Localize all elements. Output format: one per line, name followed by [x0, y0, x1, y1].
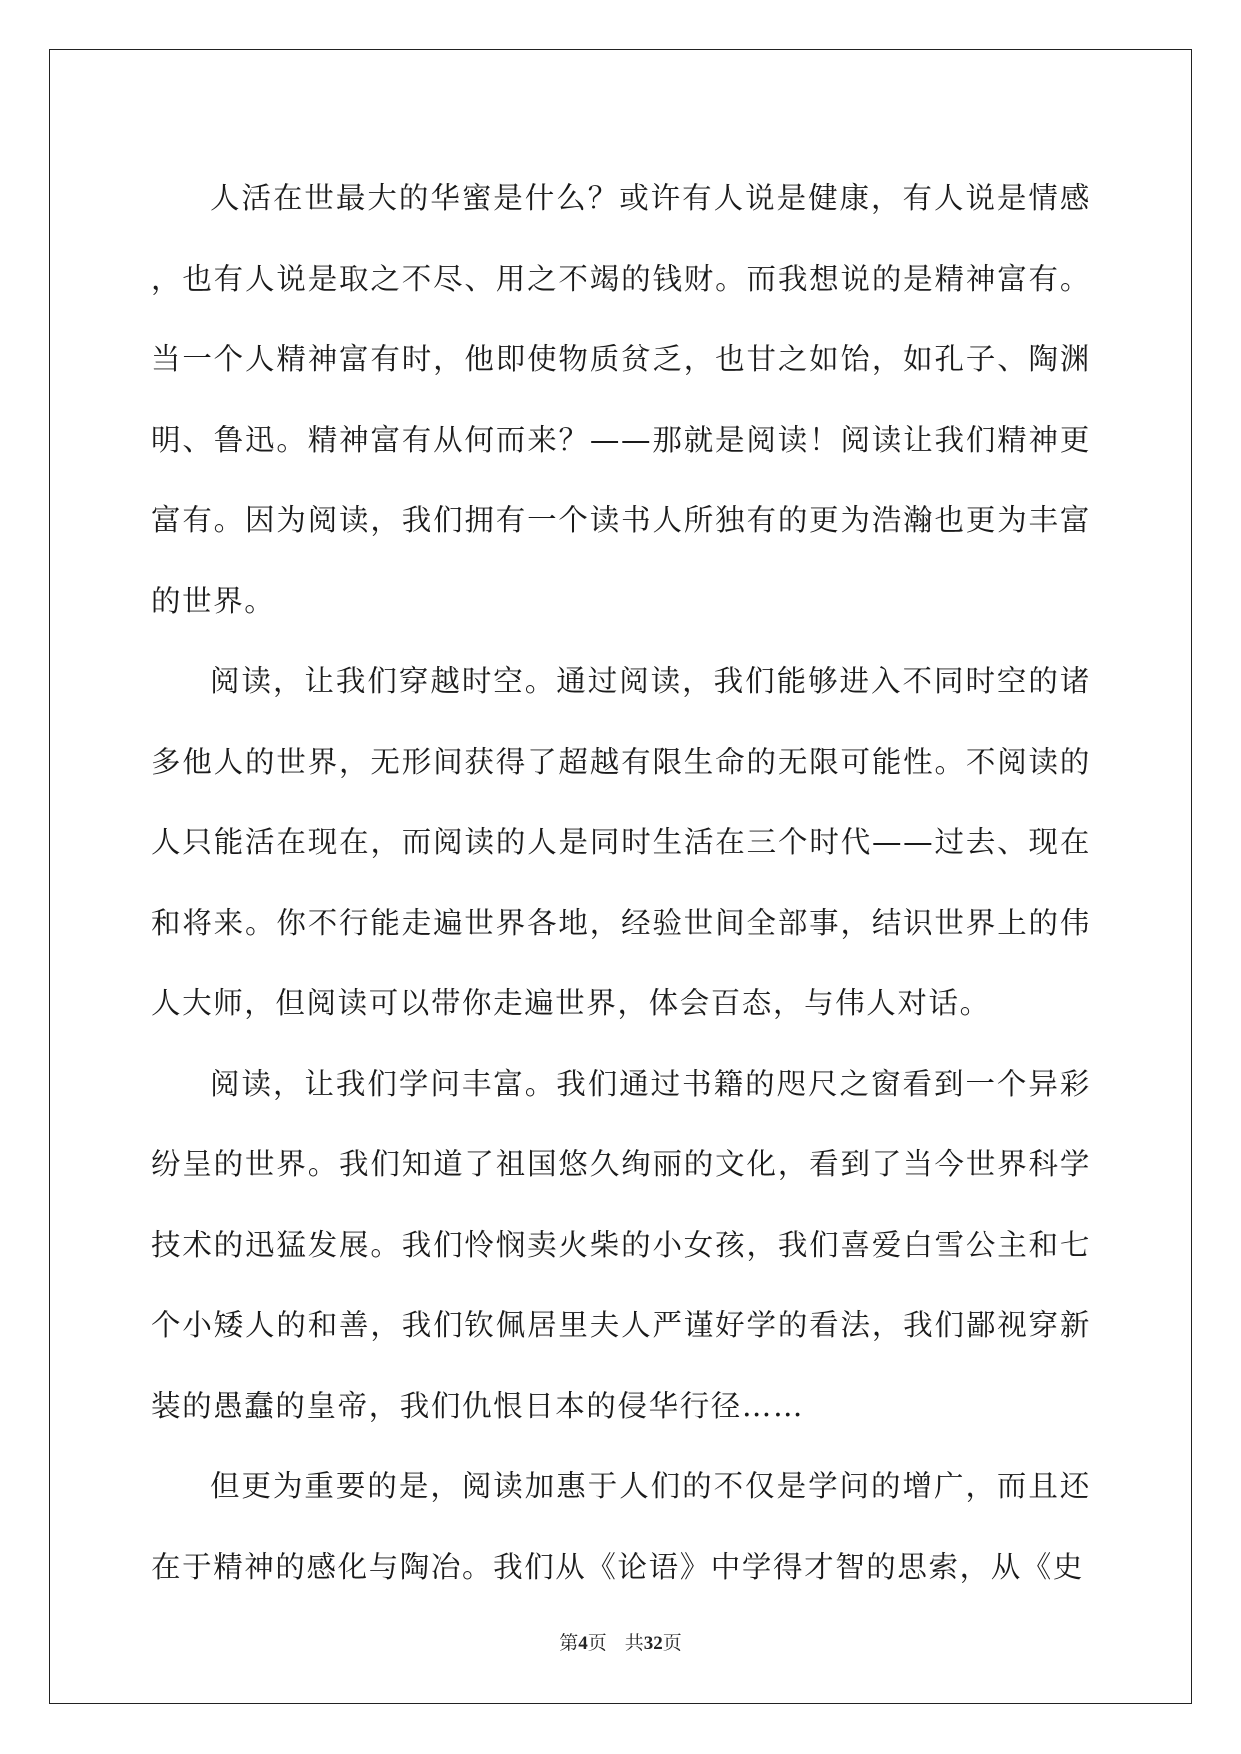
- page-suffix: 页: [587, 1632, 607, 1654]
- paragraph-2: 阅读，让我们穿越时空。通过阅读，我们能够进入不同时空的诸多他人的世界，无形间获得了超越有限生命的无限可能性。不阅读的人只能活在现在，而阅读的人是同时生活在三个时代——过去、现在和将来。你不行能走遍世界各地，经验世间全部事，结识世界上的伟人大师，但阅读可以带你走遍世界，体会百态，与伟人对话。: [151, 664, 1091, 1020]
- paragraph-1: 人活在世最大的华蜜是什么？或许有人说是健康，有人说是情感，也有人说是取之不尽、用之不竭的钱财。而我想说的是精神富有。当一个人精神富有时，他即使物质贫乏，也甘之如饴，如孔子、陶渊明、鲁迅。精神富有从何而来？——那就是阅读！阅读让我们精神更富有。因为阅读，我们拥有一个读书人所独有的更为浩瀚也更为丰富的世界。: [151, 181, 1091, 618]
- paragraph-3: 阅读，让我们学问丰富。我们通过书籍的咫尺之窗看到一个异彩纷呈的世界。我们知道了祖国悠久绚丽的文化，看到了当今世界科学技术的迅猛发展。我们怜悯卖火柴的小女孩，我们喜爱白雪公主和七个小矮人的和善，我们钦佩居里夫人严谨好学的看法，我们鄙视穿新装的愚蠢的皇帝，我们仇恨日本的侵华行径……: [151, 1066, 1091, 1423]
- total-prefix: 共: [624, 1632, 644, 1654]
- document-body: [151, 158, 1091, 1607]
- paragraph-4: 但更为重要的是，阅读加惠于人们的不仅是学问的增广，而且还在于精神的感化与陶冶。我们从《论语》中学得才智的思索，从《史: [151, 1469, 1091, 1584]
- total-pages: 32: [643, 1633, 663, 1654]
- total-suffix: 页: [662, 1632, 682, 1654]
- page-footer: [0, 1628, 1241, 1655]
- page-number: 4: [578, 1633, 588, 1654]
- page-prefix: 第: [559, 1632, 579, 1654]
